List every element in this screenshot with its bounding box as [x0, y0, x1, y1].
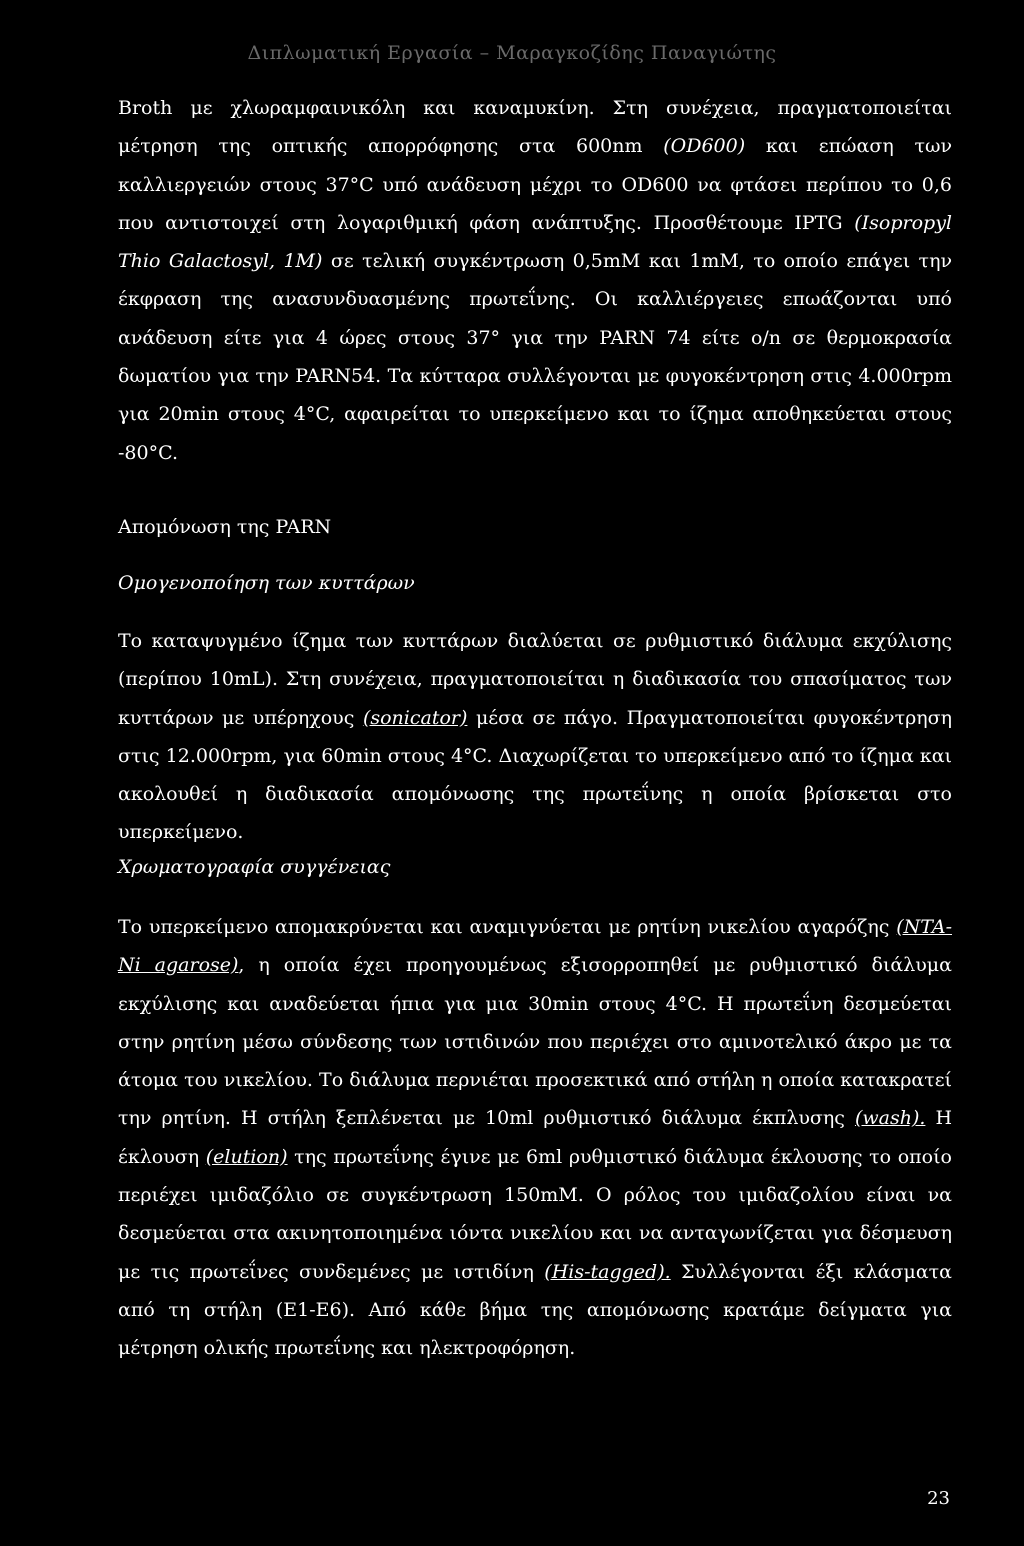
text-run: , η οποία έχει προηγουμένως εξισορροπηθεί με ρυθμιστικό διάλυμα εκχύλισης και αναδεύεται ήπια για μια 30min στους 4°C. Η πρωτεΐνη δεσμεύεται στην ρητίνη μέσω σύνδεσης των ιστιδινών που περιέχει στο αμινοτελικό άκρο με τα άτομα του νικελίου. Το διάλυμα περνιέται προσεκτικά από στήλη η οποία κατακρατεί την ρητίνη. Η στήλη ξεπλένεται με 10ml ρυθμιστικό διάλυμα έκπλυσης: [118, 954, 952, 1130]
homogenization-paragraph-block: [118, 622, 952, 852]
section-heading-block: [118, 516, 952, 538]
subheading-block: [118, 856, 952, 878]
text-run: Το καταψυγμένο ίζημα των κυττάρων διαλύεται σε ρυθμιστικό διάλυμα εκχύλισης (περίπου 10mL). Στη συνέχεια, πραγματοποιείται η διαδικασία του σπασίματος των κυττάρων με υπέρηχους: [118, 630, 952, 729]
homogenization-paragraph: [118, 622, 952, 852]
subsection-heading: Ομογενοποίηση των κυττάρων: [118, 572, 415, 594]
page-number: 23: [927, 1488, 950, 1509]
affinity-paragraph: [118, 908, 952, 1368]
italic-run: (wash).: [854, 1107, 926, 1130]
subheading-block: [118, 572, 952, 594]
italic-run: (His-tagged).: [544, 1260, 671, 1283]
italic-run: (OD600): [663, 135, 746, 158]
italic-run: (NTA-Ni agarose): [118, 916, 952, 977]
text-run: σε τελική συγκέντρωση 0,5mM και 1mM, το οποίο επάγει την έκφραση της ανασυνδυασμένης πρωτεΐνης. Οι καλλιέργειες επωάζονται υπό ανάδευση είτε για 4 ώρες στους 37° για την PARN 74 είτε o/n σε θερμοκρασία δωματίου για την PARN54. Τα κύτταρα συλλέγονται με φυγοκέντρηση στις 4.000rpm για 20min στους 4°C, αφαιρείται το υπερκείμενο και το ίζημα αποθηκεύεται στους -80°C.: [118, 250, 953, 464]
text-run: Broth με χλωραμφαινικόλη και καναμυκίνη. Στη συνέχεια, πραγματοποιείται μέτρηση της οπτικής απορρόφησης στα 600nm: [118, 97, 952, 158]
affinity-paragraph-block: [118, 908, 952, 1368]
intro-paragraph-block: [118, 89, 952, 472]
section-heading: Απομόνωση της PARN: [118, 516, 332, 538]
text-run: Συλλέγονται έξι κλάσματα από τη στήλη (E1-E6). Από κάθε βήμα της απομόνωσης κρατάμε δείγματα για μέτρηση ολικής πρωτεΐνης και ηλεκτροφόρηση.: [118, 1260, 952, 1360]
running-header: Διπλωματική Εργασία – Μαραγκοζίδης Παναγιώτης: [247, 42, 777, 64]
text-run: μέσα σε πάγο. Πραγματοποιείται φυγοκέντρηση στις 12.000rpm, για 60min στους 4°C. Διαχωρίζεται το υπερκείμενο από το ίζημα και ακολουθεί η διαδικασία απομόνωσης της πρωτεΐνης η οποία βρίσκεται στο υπερκείμενο.: [118, 706, 952, 844]
text-run: Το υπερκείμενο απομακρύνεται και αναμιγνύεται με ρητίνη νικελίου αγαρόζης: [118, 916, 897, 938]
intro-paragraph: [118, 89, 952, 472]
text-run: της πρωτεΐνης έγινε με 6ml ρυθμιστικό διάλυμα έκλουσης το οποίο περιέχει ιμιδαζόλιο σε συγκέντρωση 150mM. Ο ρόλος του ιμιδαζολίου είναι να δεσμεύεται στα ακινητοποιημένα ιόντα νικελίου και να ανταγωνίζεται για δέσμευση με τις πρωτεΐνες συνδεμένες με ιστιδίνη: [118, 1145, 952, 1283]
italic-run: (Isopropyl Thio Galactosyl, 1M): [118, 211, 952, 273]
text-run: και επώαση των καλλιεργειών στους 37°C υπό ανάδευση μέχρι το OD600 να φτάσει περίπου το 0,6 που αντιστοιχεί στη λογαριθμική φάση ανάπτυξης. Προσθέτουμε IPTG: [118, 135, 953, 234]
italic-run: (elution): [205, 1145, 288, 1168]
italic-run: (sonicator): [362, 706, 468, 729]
text-run: Η έκλουση: [118, 1107, 953, 1168]
subsection-heading: Χρωματογραφία συγγένειας: [118, 856, 391, 878]
